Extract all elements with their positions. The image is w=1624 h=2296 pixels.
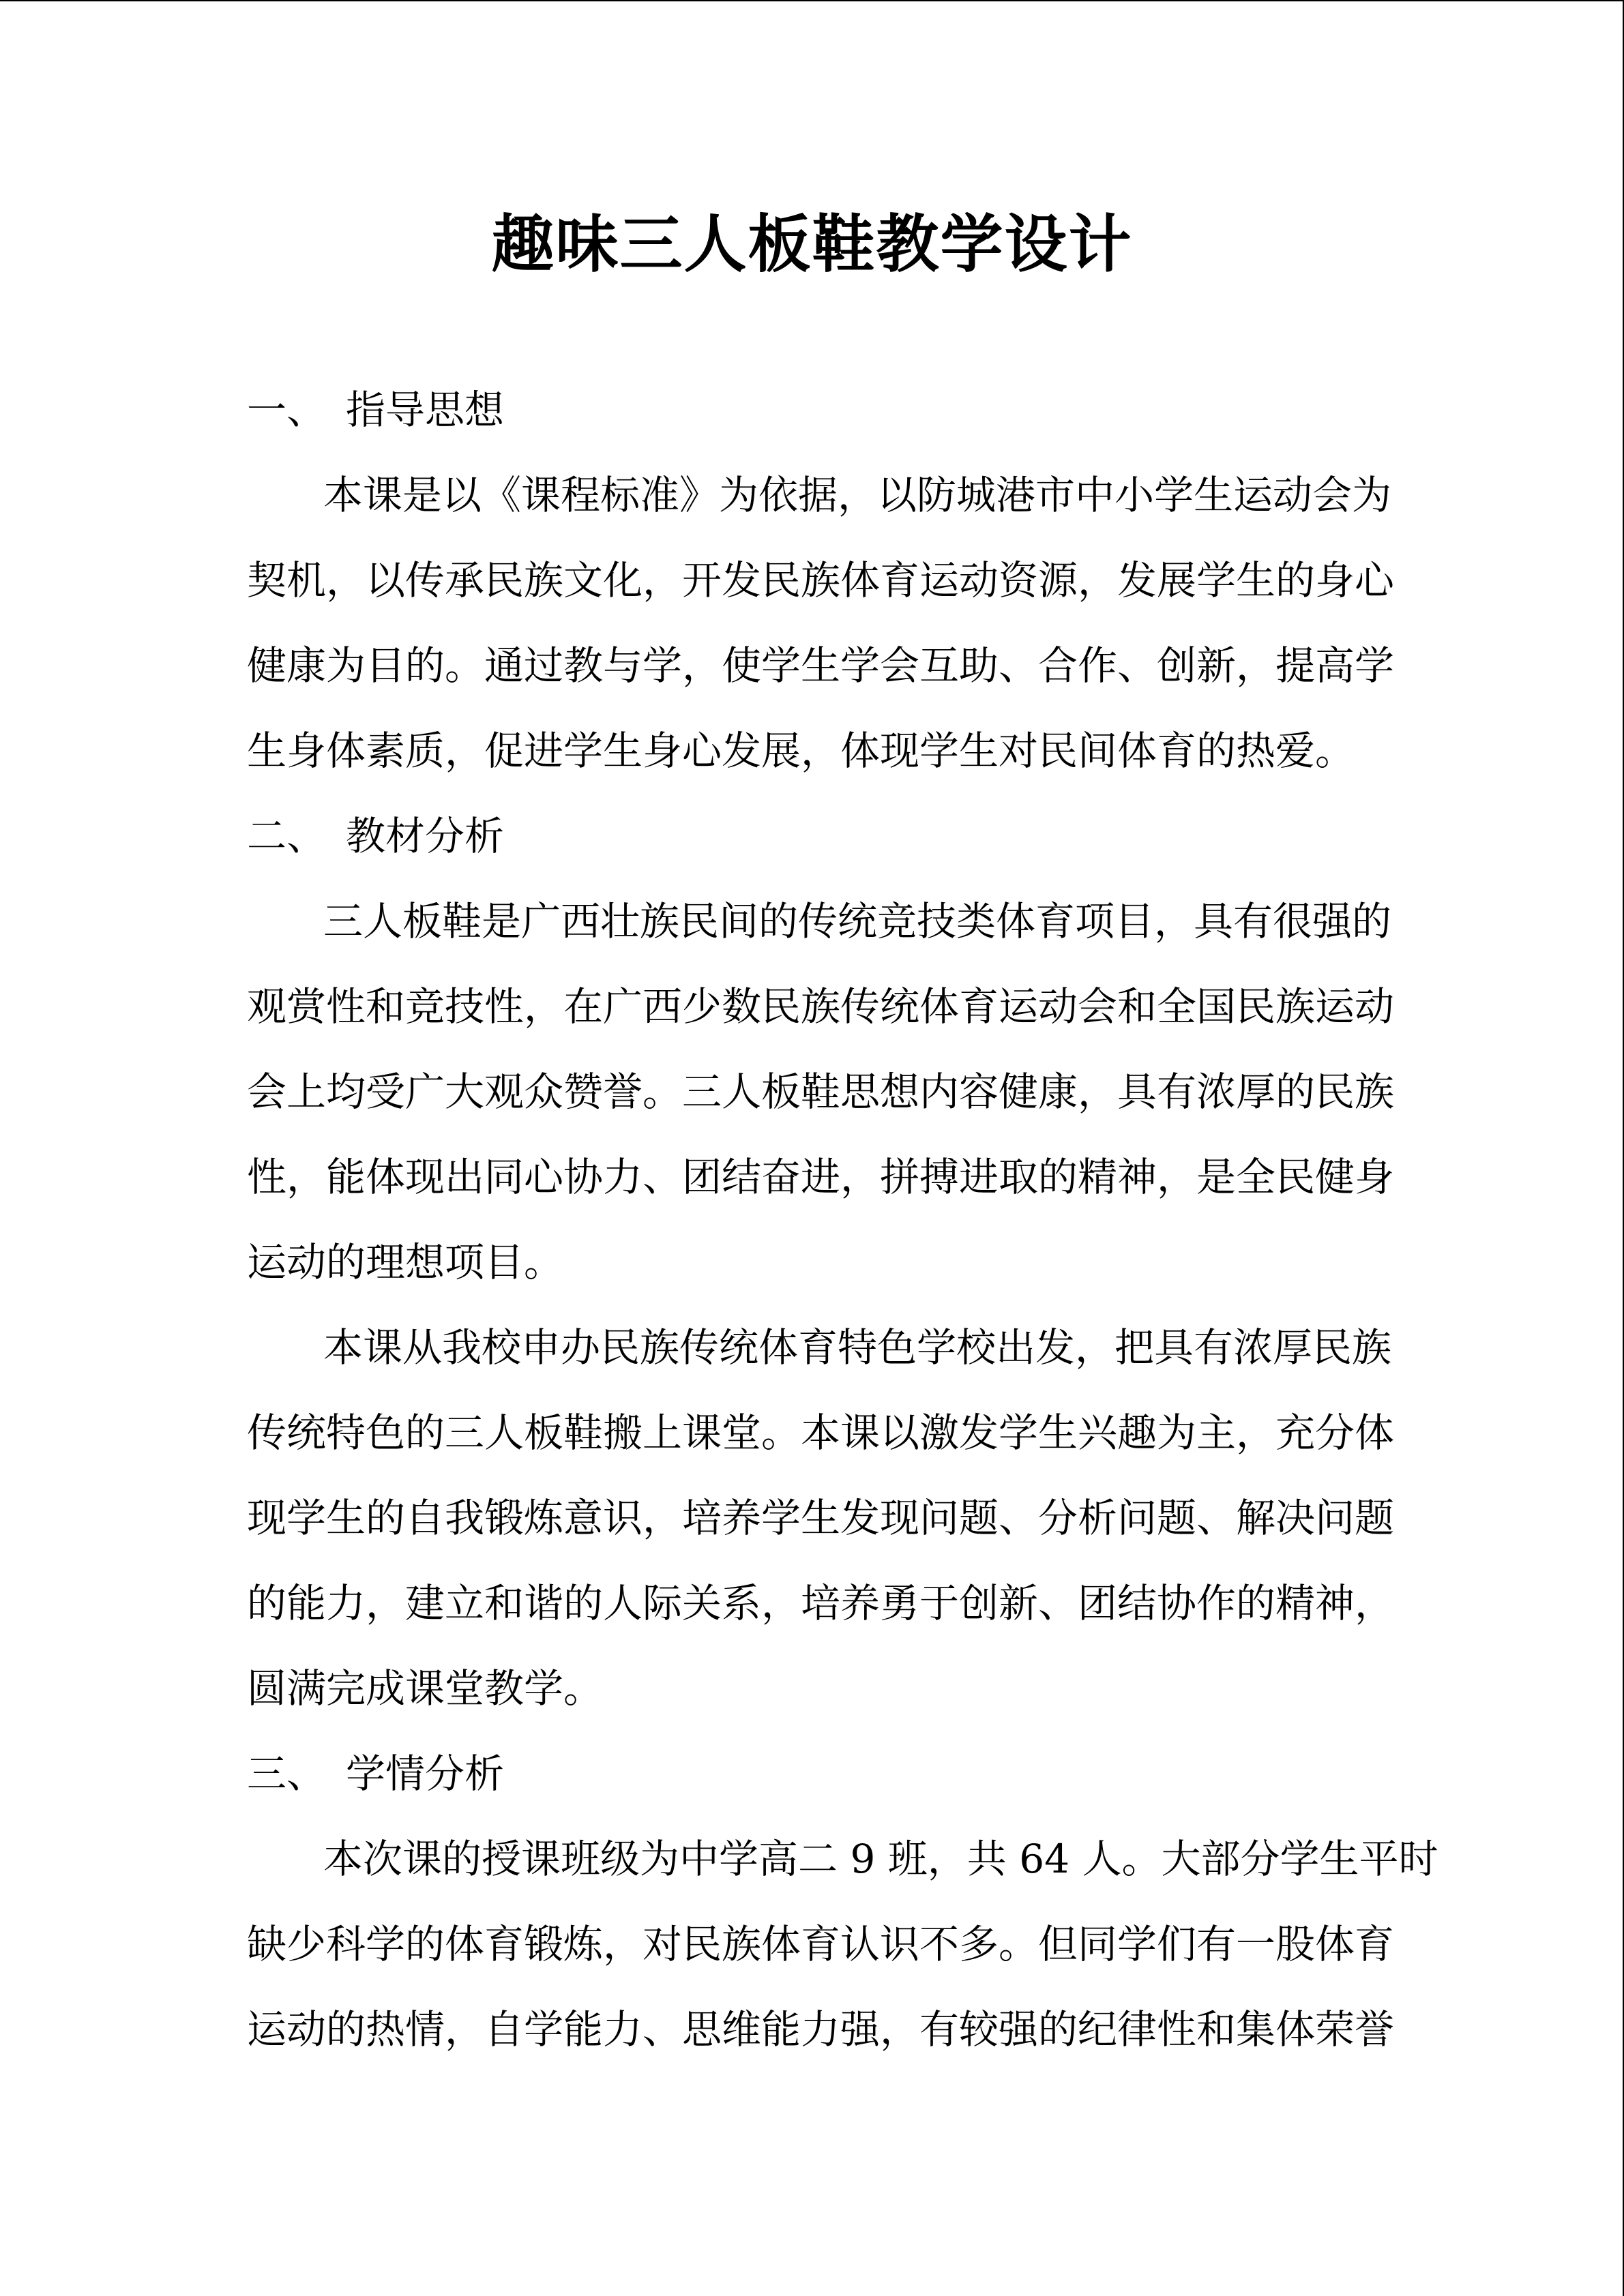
section-number: 二、 [247, 813, 327, 859]
paragraph-line: 本次课的授课班级为中学高二 9 班，共 64 人。大部分学生平时 [323, 1836, 1438, 1882]
paragraph [247, 879, 1395, 1305]
paragraph [247, 1817, 1438, 2072]
paragraph-line: 契机，以传承民族文化，开发民族体育运动资源，发展学生的身心 [247, 557, 1395, 603]
section-title: 指导思想 [346, 387, 505, 433]
paragraph-line: 性，能体现出同心协力、团结奋进，拼搏进取的精神，是全民健身 [247, 1154, 1395, 1200]
section-title: 教材分析 [346, 813, 505, 859]
paragraph-line: 健康为目的。通过教与学，使学生学会互助、合作、创新，提高学 [247, 642, 1395, 689]
paragraph-line: 现学生的自我锻炼意识，培养学生发现问题、分析问题、解决问题 [247, 1495, 1395, 1541]
paragraph-line: 生身体素质，促进学生身心发展，体现学生对民间体育的热爱。 [247, 728, 1355, 774]
paragraph [247, 453, 1395, 794]
paragraph-line: 的能力，建立和谐的人际关系，培养勇于创新、团结协作的精神， [247, 1580, 1395, 1626]
paragraph-line: 观赏性和竞技性，在广西少数民族传统体育运动会和全国民族运动 [247, 983, 1395, 1030]
document-title: 趣味三人板鞋教学设计 [491, 207, 1133, 281]
paragraph-line: 圆满完成课堂教学。 [247, 1665, 604, 1712]
document-body [247, 368, 1438, 2072]
paragraph [247, 1305, 1395, 1731]
paragraph-line: 缺少科学的体育锻炼，对民族体育认识不多。但同学们有一股体育 [247, 1921, 1395, 1967]
section-number: 三、 [247, 1750, 327, 1797]
section-number: 一、 [247, 387, 327, 433]
section-heading [247, 368, 1379, 453]
section-heading [247, 1731, 1379, 1817]
paragraph-line: 运动的热情，自学能力、思维能力强，有较强的纪律性和集体荣誉 [247, 2006, 1395, 2053]
paragraph-line: 本课从我校申办民族传统体育特色学校出发，把具有浓厚民族 [323, 1324, 1392, 1371]
paragraph-line: 三人板鞋是广西壮族民间的传统竞技类体育项目，具有很强的 [323, 898, 1392, 944]
paragraph-line: 传统特色的三人板鞋搬上课堂。本课以激发学生兴趣为主，充分体 [247, 1410, 1395, 1456]
paragraph-line: 运动的理想项目。 [247, 1239, 564, 1285]
section-heading [247, 794, 1379, 879]
paragraph-line: 会上均受广大观众赞誉。三人板鞋思想内容健康，具有浓厚的民族 [247, 1069, 1395, 1115]
section-title: 学情分析 [346, 1750, 505, 1797]
paragraph-line: 本课是以《课程标准》为依据，以防城港市中小学生运动会为 [323, 472, 1392, 518]
